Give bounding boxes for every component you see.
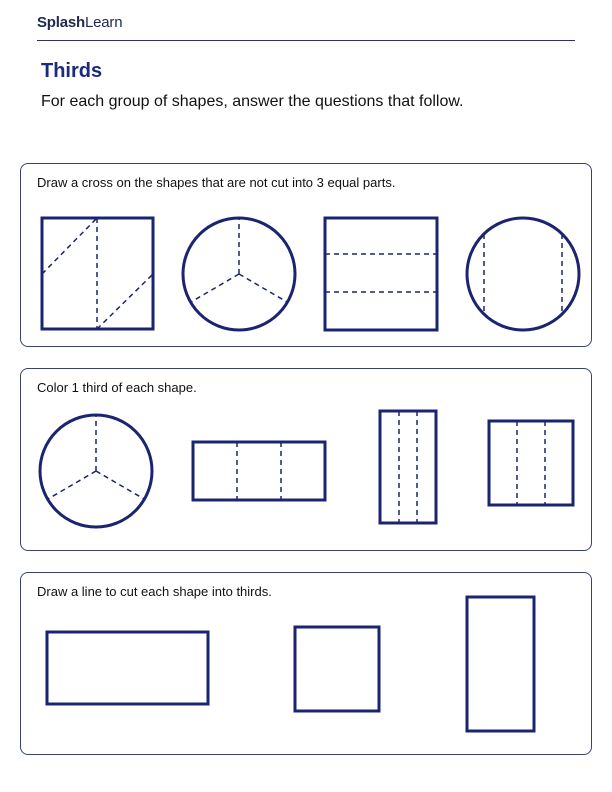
shape-tall-rectangle[interactable]	[467, 597, 534, 731]
shape-circle-three-sectors[interactable]	[183, 218, 295, 330]
section-2-panel	[20, 368, 592, 551]
shape-circle-three-sectors[interactable]	[40, 415, 152, 527]
worksheet-title: Thirds	[41, 60, 103, 82]
section-3-instruction: Draw a line to cut each shape into thirds.	[37, 584, 272, 599]
section-2-shapes	[21, 369, 591, 550]
section-1-panel	[20, 163, 592, 347]
shape-rectangle-vertical-thirds[interactable]	[193, 442, 325, 500]
section-1-instruction: Draw a cross on the shapes that are not cut into 3 equal parts.	[37, 175, 396, 190]
brand-logo	[37, 14, 122, 31]
shape-square-diagonal-cut[interactable]	[42, 218, 153, 329]
section-3-shapes	[21, 573, 591, 754]
worksheet-intro: For each group of shapes, answer the questions that follow.	[41, 93, 464, 110]
brand-logo-learn: Learn	[84, 14, 123, 31]
header-divider	[37, 40, 575, 41]
shape-rectangle-horizontal-thirds[interactable]	[325, 218, 437, 330]
shape-wide-rectangle[interactable]	[47, 632, 208, 704]
section-2-instruction: Color 1 third of each shape.	[37, 380, 197, 395]
brand-logo-splash: Splash	[37, 14, 85, 31]
shape-square[interactable]	[295, 627, 379, 711]
section-1-shapes	[21, 164, 591, 346]
shape-square-vertical-thirds[interactable]	[489, 421, 573, 505]
shape-tall-rectangle-thirds[interactable]	[380, 411, 436, 523]
shape-circle-vertical-cuts[interactable]	[467, 218, 579, 330]
section-3-panel	[20, 572, 592, 755]
